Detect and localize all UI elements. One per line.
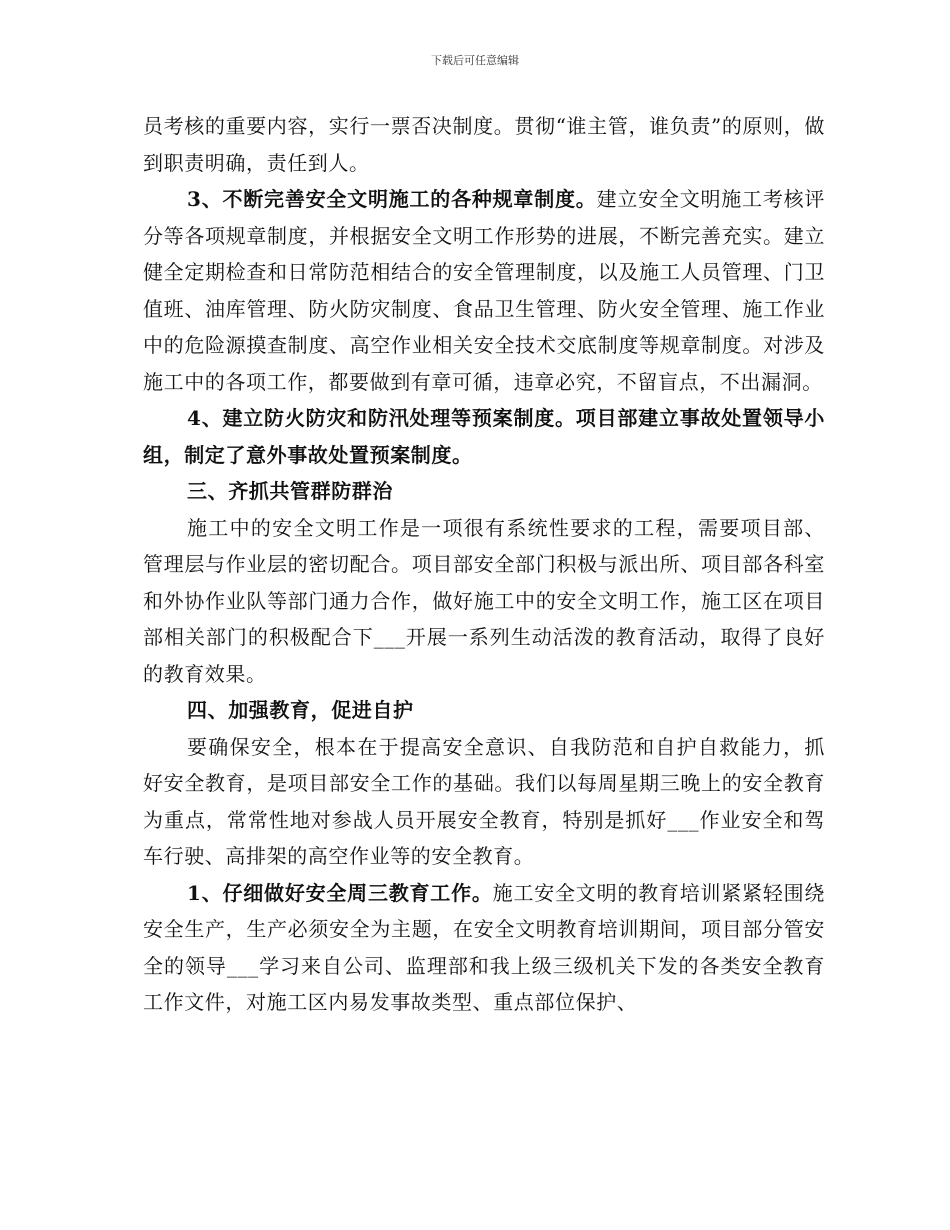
paragraph-rules-body: 建立安全文明施工考核评分等各项规章制度，并根据安全文明工作形势的进展，不断完善充实。建立健全定期检查和日常防范相结合的安全管理制度，以及施工人员管理、门卫值班、油库管理、防火防灾制度、食品卫生管理、防火安全管理、施工作业中的危险源摸查制度、高空作业相关安全技术交底制度等规章制度。对涉及施工中的各项工作，都要做到有章可循，违章必究，不留盲点，不出漏洞。 bbox=[143, 187, 825, 394]
section-heading-3: 三、齐抓共管群防群治 bbox=[187, 479, 393, 503]
page-header: 下载后可任意编辑 bbox=[431, 54, 519, 67]
paragraph-rules bbox=[143, 181, 825, 400]
section-heading-4: 四、加强教育，促进自护 bbox=[187, 698, 414, 722]
paragraph-education: 要确保安全，根本在于提高安全意识、自我防范和自护自救能力，抓好安全教育，是项目部安全工作的基础。我们以每周星期三晚上的安全教育为重点，常常性地对参战人员开展安全教育，特别是抓好___作业安全和驾车行驶、高排架的高空作业等的安全教育。 bbox=[143, 734, 825, 868]
paragraph-cooperation: 施工中的安全文明工作是一项很有系统性要求的工程，需要项目部、管理层与作业层的密切配合。项目部安全部门积极与派出所、项目部各科室和外协作业队等部门通力合作，做好施工中的安全文明工作，施工区在项目部相关部门的积极配合下___开展一系列生动活泼的教育活动，取得了良好的教育效果。 bbox=[143, 515, 825, 686]
paragraph-contingency: 4、建立防火防灾和防汛处理等预案制度。项目部建立事故处置领导小组，制定了意外事故处置预案制度。 bbox=[143, 406, 825, 467]
paragraph-wednesday-education bbox=[143, 875, 825, 1021]
paragraph-wednesday-heading: 1、仔细做好安全周三教育工作。 bbox=[187, 880, 493, 905]
paragraph-continuation: 员考核的重要内容，实行一票否决制度。贯彻“谁主管，谁负责”的原则，做到职责明确，责任到人。 bbox=[143, 114, 825, 175]
paragraph-rules-heading: 3、不断完善安全文明施工的各种规章制度。 bbox=[187, 187, 597, 211]
paragraph-wednesday-body: 施工安全文明的教育培训紧紧轻围绕安全生产，生产必须安全为主题，在安全文明教育培训期间，项目部分管安全的领导___学习来自公司、监理部和我上级三级机关下发的各类安全教育工作文件，对施工区内易发事故类型、重点部位保护、 bbox=[143, 880, 825, 1014]
document-body bbox=[143, 108, 825, 1021]
